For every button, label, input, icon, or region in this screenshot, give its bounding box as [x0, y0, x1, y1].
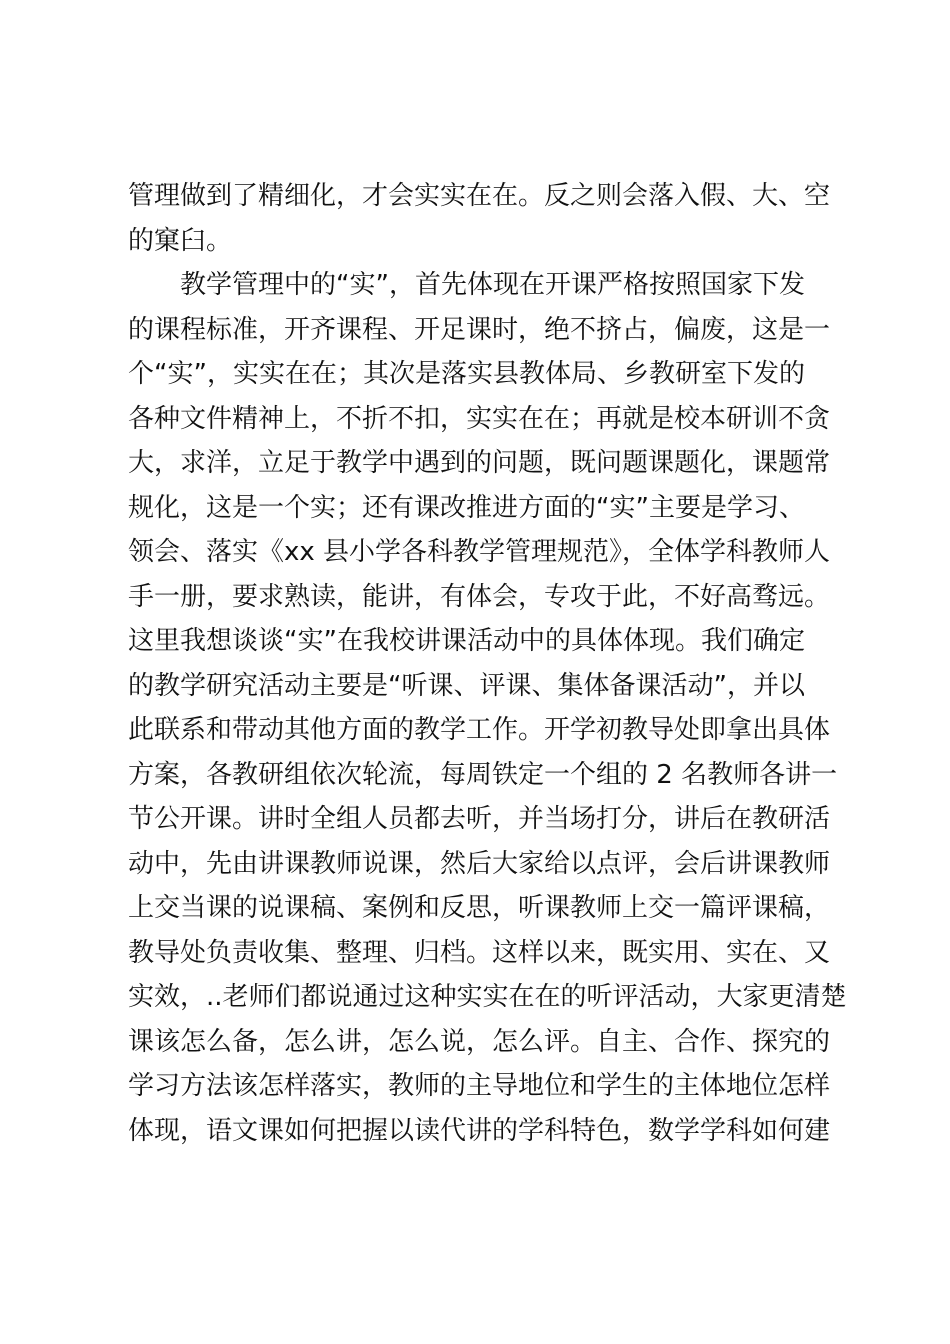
- text-line: 的教学研究活动主要是“听课、评课、集体备课活动”，并以: [128, 670, 805, 701]
- text-line: 实效，..老师们都说通过这种实实在在的听评活动，大家更清楚: [128, 982, 847, 1012]
- text-line: 上交当课的说课稿、案例和反思，听课教师上交一篇评课稿，: [128, 893, 831, 923]
- text-line: 大，求洋，立足于教学中遇到的问题，既问题课题化，课题常: [128, 448, 831, 478]
- text-line: 的课程标准，开齐课程、开足课时，绝不挤占，偏废，这是一: [128, 314, 831, 345]
- text-line: 方案，各教研组依次轮流，每周铁定一个组的 2 名教师各讲一: [128, 759, 838, 790]
- text-line: 教导处负责收集、整理、归档。这样以来，既实用、实在、又: [128, 937, 831, 968]
- text-line: 课该怎么备，怎么讲，怎么说，怎么评。自主、合作、探究的: [128, 1026, 831, 1057]
- text-line: 动中，先由讲课教师说课，然后大家给以点评，会后讲课教师: [128, 848, 831, 879]
- text-line: 体现，语文课如何把握以读代讲的学科特色，数学学科如何建: [128, 1115, 831, 1146]
- text-line: 节公开课。讲时全组人员都去听，并当场打分，讲后在教研活: [128, 804, 831, 834]
- body-text: [128, 174, 847, 1153]
- text-line: 个“实”，实实在在；其次是落实县教体局、乡教研室下发的: [128, 359, 805, 389]
- text-line: 规化，这是一个实；还有课改推进方面的“实”主要是学习、: [128, 492, 805, 523]
- text-line: 教学管理中的“实”，首先体现在开课严格按照国家下发: [128, 270, 805, 300]
- text-line: 管理做到了精细化，才会实实在在。反之则会落入假、大、空: [128, 181, 831, 211]
- text-line: 手一册，要求熟读，能讲，有体会，专攻于此，不好高骛远。: [128, 581, 831, 612]
- text-line: 的窠臼。: [128, 225, 233, 256]
- text-line: 各种文件精神上，不折不扣，实实在在；再就是校本研训不贪: [128, 403, 831, 434]
- text-line: 此联系和带动其他方面的教学工作。开学初教导处即拿出具体: [128, 715, 831, 745]
- text-line: 领会、落实《xx 县小学各科教学管理规范》，全体学科教师人: [128, 537, 831, 567]
- text-line: 这里我想谈谈“实”在我校讲课活动中的具体体现。我们确定: [128, 626, 805, 656]
- text-line: 学习方法该怎样落实，教师的主导地位和学生的主体地位怎样: [128, 1071, 831, 1101]
